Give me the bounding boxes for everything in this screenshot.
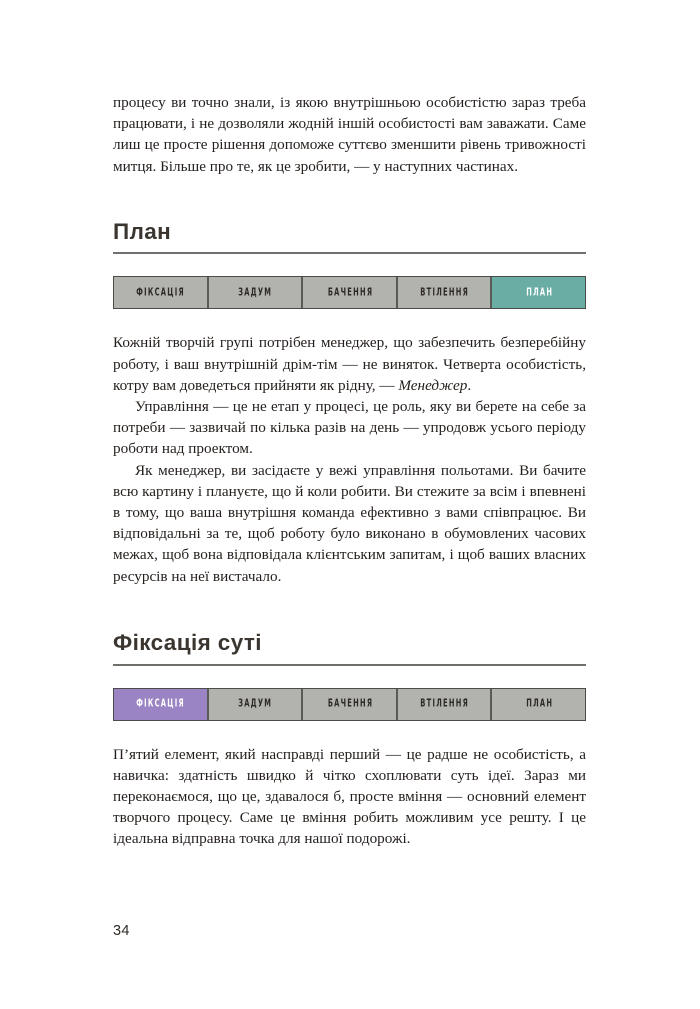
- spacer: [113, 254, 586, 276]
- paragraph-text: Кожній творчій групі потрібен менеджер, що забезпечить безперебійну роботу, і ваш внутрішній дрім-тім — не виняток. Четверта особистість, котру вам доведеться прийняти як рідну, —: [113, 334, 586, 394]
- tab-zadum[interactable]: [209, 277, 304, 308]
- tab-fiksatsiya[interactable]: [114, 277, 209, 308]
- paragraph-control-tower: Як менеджер, ви засідаєте у вежі управління польотами. Ви бачите всю картину і плануєте, що й коли робити. Ви стежите за всім і впевнені в тому, що ваша внутрішня команда ефективно з вами співпрацює. Ви відповідальні за те, щоб роботу було виконано в обумовлених часових межах, щоб вона відповідала клієнтським запитам, і щоб ваших власних ресурсів на неї вистачало.: [113, 461, 586, 585]
- tab-label: ВТІЛЕННЯ: [420, 286, 470, 300]
- spacer: [113, 177, 586, 220]
- stage-tabbar-plan[interactable]: [113, 276, 586, 309]
- tab-vtilennya[interactable]: [398, 277, 493, 308]
- tab-label: ВТІЛЕННЯ: [420, 697, 470, 711]
- tab-zadum[interactable]: [209, 689, 304, 720]
- section-plan: [113, 220, 586, 587]
- page-content: [113, 92, 586, 850]
- paragraph-tail: .: [467, 376, 472, 394]
- intro-paragraph: процесу ви точно знали, із якою внутрішньою особистістю зараз треба працювати, і не дозволяли жодній іншій особистості вам заважати. Саме лиш це просте рішення допоможе суттєво зменшити рівень тривожності митця. Більше про те, як це зробити, — у наступних частинах.: [113, 94, 586, 175]
- tab-label: БАЧЕННЯ: [327, 286, 373, 300]
- spacer: [113, 587, 586, 631]
- tab-bachennya[interactable]: [303, 277, 398, 308]
- section-fiksatsiya-suti: [113, 631, 586, 850]
- spacer: [113, 721, 586, 744]
- tab-label: ЗАДУМ: [238, 697, 273, 711]
- tab-label: ПЛАН: [525, 697, 553, 711]
- tab-plan-active[interactable]: [492, 277, 585, 308]
- spacer: [113, 666, 586, 688]
- tab-label: ПЛАН: [525, 286, 553, 300]
- tab-label: ФІКСАЦІЯ: [136, 697, 186, 711]
- paragraph-fifth-element: П’ятий елемент, який насправді перший — це радше не особистість, а навичка: здатність швидко й чітко схоплювати суть ідеї. Зараз ми переконаємося, що це, здавалося б, просте вміння — основний елемент творчого процесу. Саме це вміння робить можливим усе решту. І це ідеальна відправна точка для нашої подорожі.: [113, 745, 586, 848]
- tab-fiksatsiya-active[interactable]: [114, 689, 209, 720]
- tab-bachennya[interactable]: [303, 689, 398, 720]
- tab-label: ФІКСАЦІЯ: [136, 286, 186, 300]
- paragraph-management-role: Управління — це не етап у процесі, це роль, яку ви берете на себе за потреби — зазвичай по кілька разів на день — упродовж усього періоду роботи над проектом.: [113, 398, 586, 458]
- emphasis-manager: Менеджер: [398, 376, 468, 394]
- stage-tabbar-fiksatsiya[interactable]: [113, 688, 586, 721]
- tab-vtilennya[interactable]: [398, 689, 493, 720]
- page-number: 34: [113, 923, 130, 939]
- paragraph-manager-intro: [113, 332, 586, 396]
- tab-label: БАЧЕННЯ: [327, 697, 373, 711]
- tab-plan[interactable]: [492, 689, 585, 720]
- spacer: [113, 309, 586, 332]
- tab-label: ЗАДУМ: [238, 286, 273, 300]
- section-heading-plan: План: [113, 218, 172, 244]
- section-heading-fiksatsiya-suti: Фіксація суті: [113, 629, 262, 655]
